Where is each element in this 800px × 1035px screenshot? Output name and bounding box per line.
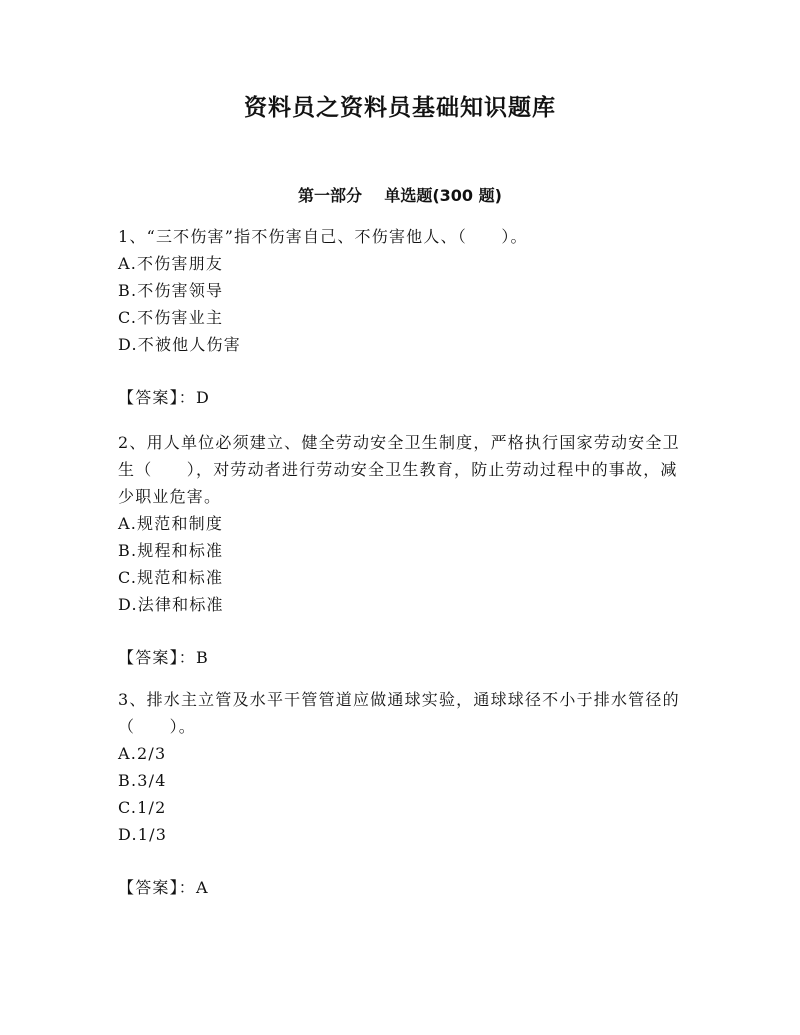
- answer-line: [118, 644, 684, 671]
- question-stem: 3、排水主立管及水平干管管道应做通球实验，通球球径不小于排水管径的（ ）。: [118, 690, 680, 736]
- question-3: [118, 686, 684, 901]
- option-d: D.1/3: [118, 825, 168, 844]
- answer-label: 【答案】：: [118, 878, 197, 897]
- question-stem: 2、用人单位必须建立、健全劳动安全卫生制度，严格执行国家劳动安全卫生（ ），对劳动者进行劳动安全卫生教育，防止劳动过程中的事故，减少职业危害。: [118, 433, 680, 506]
- option-a: A.规范和制度: [118, 514, 224, 533]
- answer-label: 【答案】：: [118, 648, 197, 667]
- option-c: C.1/2: [118, 798, 167, 817]
- answer-line: [118, 384, 684, 411]
- option-b: B.不伤害领导: [118, 281, 224, 300]
- answer-label: 【答案】：: [118, 388, 197, 407]
- answer-value: B: [196, 648, 209, 667]
- answer-value: A: [196, 878, 209, 897]
- question-1: [118, 223, 684, 411]
- option-c: C.不伤害业主: [118, 308, 224, 327]
- option-d: D.不被他人伤害: [118, 335, 241, 354]
- answer-value: D: [196, 388, 211, 407]
- option-a: A.不伤害朋友: [118, 254, 224, 273]
- option-b: B.3/4: [118, 771, 167, 790]
- answer-line: [118, 874, 684, 901]
- question-stem: 1、“三不伤害”指不伤害自己、不伤害他人、（ ）。: [118, 227, 528, 246]
- option-d: D.法律和标准: [118, 595, 224, 614]
- option-c: C.规范和标准: [118, 568, 224, 587]
- option-b: B.规程和标准: [118, 541, 224, 560]
- section-title: 第一部分 单选题(300 题): [298, 186, 502, 205]
- question-2: [118, 429, 684, 671]
- document-title: 资料员之资料员基础知识题库: [244, 95, 556, 121]
- option-a: A.2/3: [118, 744, 167, 763]
